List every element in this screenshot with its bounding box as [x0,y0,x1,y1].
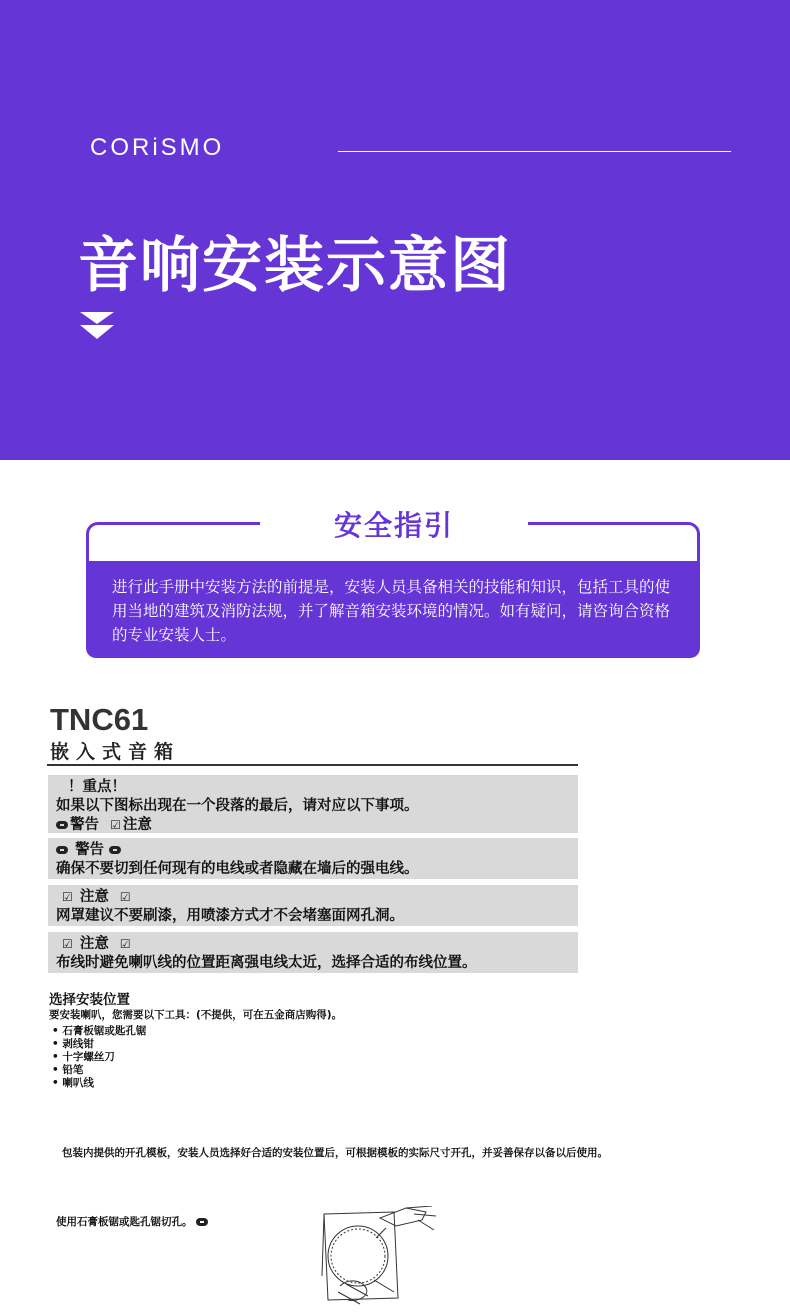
warning-icon [56,846,68,854]
notice-caution-wiring [48,932,578,973]
note-icon: ☑ [119,890,131,904]
list-item: • 喇叭线 [52,1077,146,1090]
notice-heading: 注意 [79,936,109,952]
note-icon: ☑ [62,890,73,904]
cut-note [56,1214,210,1229]
location-title: 选择安装位置 [49,992,130,1008]
double-chevron-down-icon [80,312,114,340]
note-icon: ☑ [62,937,73,951]
notice-caution-paint [48,885,578,926]
list-item: • 石膏板锯或匙孔锯 [52,1025,146,1038]
cutting-illustration [318,1206,438,1306]
notice-important [48,775,578,833]
note-icon: ☑ [110,818,121,832]
notice-text: 如果以下图标出现在一个段落的最后，请对应以下事项。 [56,798,419,814]
list-item: • 铅笔 [52,1064,146,1077]
legend-note: 注意 [122,817,152,833]
notice-text: 确保不要切到任何现有的电线或者隐藏在墙后的强电线。 [56,861,419,877]
note-icon: ☑ [119,937,131,951]
list-item: • 十字螺丝刀 [52,1051,146,1064]
model-number: TNC61 [50,702,149,737]
brand-logo: CORiSMO [90,134,225,161]
title-rule [47,764,578,766]
notice-heading: 警告 [75,842,105,858]
safety-title: 安全指引 [333,509,454,542]
legend-warning: 警告 [70,817,99,833]
notice-legend [56,816,570,835]
hero-divider [338,151,731,152]
tools-list [52,1025,146,1090]
safety-body: 进行此手册中安装方法的前提是，安装人员具备相关的技能和知识，包括工具的使用当地的建筑及消防法规，并了解音箱安装环境的情况。如有疑问，请咨询合资格的专业安装人士。 [86,561,700,658]
template-note: 包装内提供的开孔模板，安装人员选择好合适的安装位置后，可根据模板的实际尺寸开孔，并妥善保存以备以后使用。 [62,1147,608,1159]
notice-warning [48,838,578,879]
list-item: • 剥线钳 [52,1038,146,1051]
product-subtitle: 嵌入式音箱 [50,741,181,763]
cut-note-text: 使用石膏板锯或匙孔锯切孔。 [56,1216,193,1228]
location-desc: 要安装喇叭，您需要以下工具：(不提供，可在五金商店购得)。 [49,1009,343,1021]
warning-icon [109,846,121,854]
warning-icon [196,1218,208,1226]
notice-heading: ！重点！ [68,779,126,795]
warning-icon [56,821,68,829]
hero-banner [0,0,790,460]
page-title: 音响安装示意图 [78,231,512,301]
notice-text: 布线时避免喇叭线的位置距离强电线太近，选择合适的布线位置。 [56,955,477,971]
notice-text: 网罩建议不要刷漆，用喷漆方式才不会堵塞面网孔洞。 [56,908,404,924]
notice-heading: 注意 [79,889,109,905]
